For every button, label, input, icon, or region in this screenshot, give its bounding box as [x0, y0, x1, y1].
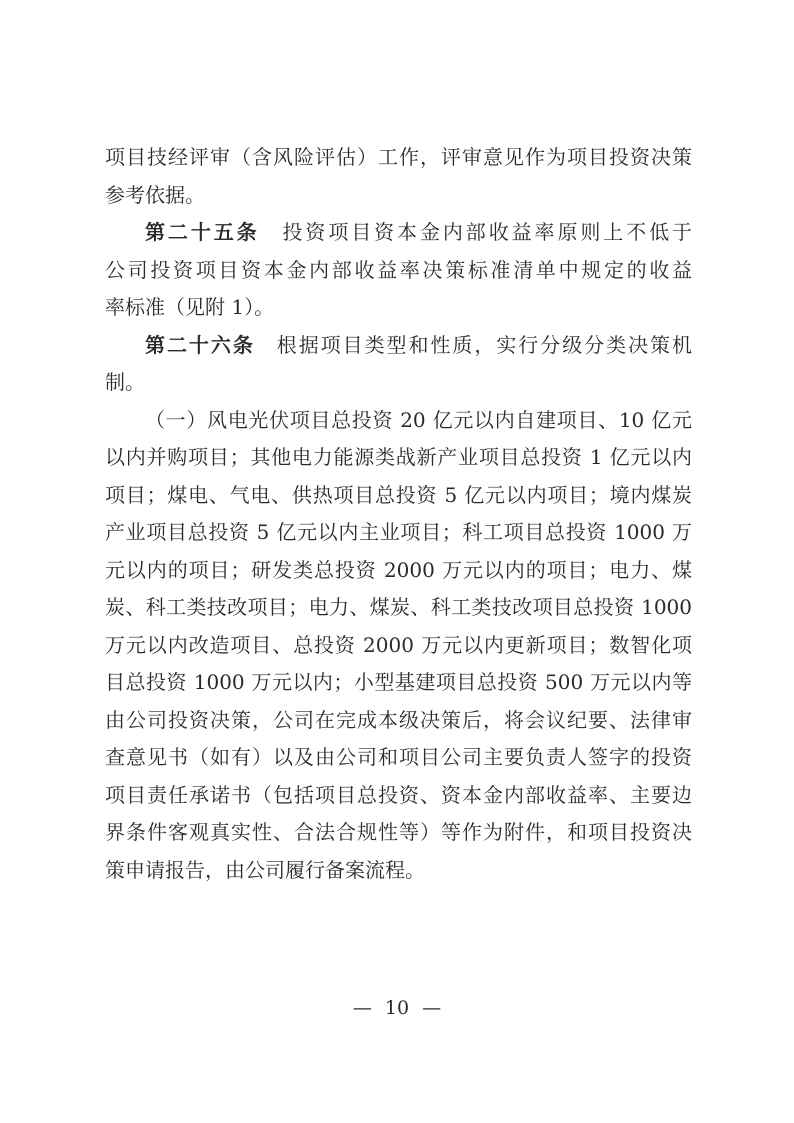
text-run: 制。: [105, 370, 145, 394]
text-run: 元以内的项目；研发类总投资 2000 万元以内的项目；电力、煤: [105, 557, 692, 582]
text-line: [105, 627, 692, 665]
text-run: 炭、科工类技改项目；电力、煤炭、科工类技改项目总投资 1000: [105, 595, 692, 619]
text-run: 万元以内改造项目、总投资 2000 万元以内更新项目；数智化项: [105, 632, 692, 657]
text-line: [105, 702, 692, 740]
text-run: 查意见书（如有）以及由公司和项目公司主要负责人签字的投资: [105, 745, 692, 769]
text-run: 投资项目资本金内部收益率原则上不低于: [259, 220, 692, 244]
text-run: 界条件客观真实性、合法合规性等）等作为附件，和项目投资决: [105, 820, 692, 844]
text-line: [105, 214, 692, 252]
text-run: 率标准（见附 1）。: [105, 295, 275, 319]
text-run: （一）风电光伏项目总投资 20 亿元以内自建项目、10 亿元: [145, 407, 692, 432]
page-number: — 10 —: [352, 997, 442, 1019]
text-line: [105, 664, 692, 702]
text-run: 目总投资 1000 万元以内；小型基建项目总投资 500 万元以内等: [105, 670, 692, 694]
text-run: 由公司投资决策，公司在完成本级决策后，将会议纪要、法律审: [105, 707, 692, 732]
text-run: 公司投资项目资本金内部收益率决策标准清单中规定的收益: [105, 257, 692, 282]
text-run: 项目责任承诺书（包括项目总投资、资本金内部收益率、主要边: [105, 782, 692, 807]
document-body: [105, 139, 692, 889]
text-run: 项目技经评审（含风险评估）工作，评审意见作为项目投资决策: [105, 145, 692, 169]
text-line: [105, 477, 692, 515]
text-line: [105, 139, 692, 177]
text-run: 产业项目总投资 5 亿元以内主业项目；科工项目总投资 1000 万: [105, 520, 692, 544]
text-run: 以内并购项目；其他电力能源类战新产业项目总投资 1 亿元以内: [105, 445, 692, 469]
text-line: [105, 327, 692, 365]
text-run: 根据项目类型和性质，实行分级分类决策机: [254, 332, 692, 357]
text-run: 策申请报告，由公司履行备案流程。: [105, 857, 425, 882]
text-line: [105, 364, 692, 402]
text-line: [105, 402, 692, 440]
text-line: [105, 739, 692, 777]
text-line: [105, 289, 692, 327]
text-line: [105, 814, 692, 852]
article-heading: 第二十六条: [145, 332, 255, 357]
text-line: [105, 514, 692, 552]
text-line: [105, 852, 692, 890]
text-line: [105, 252, 692, 290]
text-line: [105, 552, 692, 590]
text-line: [105, 439, 692, 477]
text-run: 项目；煤电、气电、供热项目总投资 5 亿元以内项目；境内煤炭: [105, 482, 692, 507]
text-line: [105, 777, 692, 815]
text-run: 参考依据。: [105, 182, 205, 207]
text-line: [105, 589, 692, 627]
article-heading: 第二十五条: [145, 220, 260, 244]
text-line: [105, 177, 692, 215]
